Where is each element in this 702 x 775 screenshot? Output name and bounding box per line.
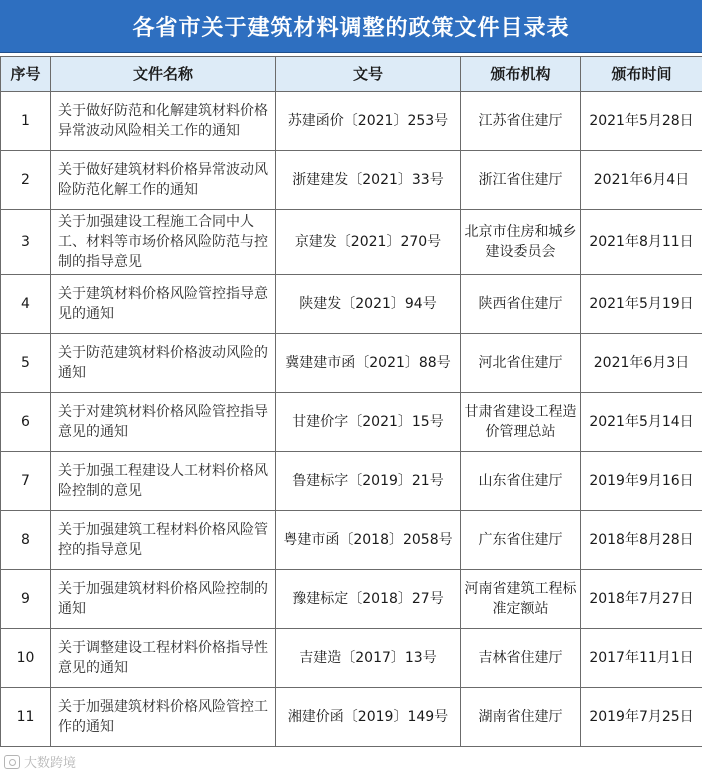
table-row — [1, 570, 702, 629]
cell-doc-no: 粤建市函〔2018〕2058号 — [276, 511, 461, 570]
cell-name: 关于加强建筑材料价格风险管控工作的通知 — [51, 688, 276, 747]
cell-name: 关于加强建筑材料价格风险控制的通知 — [51, 570, 276, 629]
cell-date: 2021年5月14日 — [581, 393, 702, 452]
cell-doc-no: 湘建价函〔2019〕149号 — [276, 688, 461, 747]
table-row — [1, 92, 702, 151]
cell-name: 关于加强建筑工程材料价格风险管控的指导意见 — [51, 511, 276, 570]
cell-date: 2018年7月27日 — [581, 570, 702, 629]
cell-name: 关于加强建设工程施工合同中人工、材料等市场价格风险防范与控制的指导意见 — [51, 210, 276, 275]
cell-name: 关于防范建筑材料价格波动风险的通知 — [51, 334, 276, 393]
watermark — [4, 752, 76, 771]
table-row — [1, 629, 702, 688]
cell-seq: 11 — [1, 688, 51, 747]
table-row — [1, 210, 702, 275]
cell-org: 河南省建筑工程标准定额站 — [461, 570, 581, 629]
policy-table — [0, 56, 702, 747]
table-row — [1, 334, 702, 393]
cell-org: 山东省住建厅 — [461, 452, 581, 511]
cell-seq: 7 — [1, 452, 51, 511]
cell-doc-no: 浙建建发〔2021〕33号 — [276, 151, 461, 210]
cell-doc-no: 冀建建市函〔2021〕88号 — [276, 334, 461, 393]
table-header-row — [1, 57, 702, 92]
cell-date: 2021年8月11日 — [581, 210, 702, 275]
cell-date: 2021年5月28日 — [581, 92, 702, 151]
cell-date: 2021年5月19日 — [581, 275, 702, 334]
cell-org: 浙江省住建厅 — [461, 151, 581, 210]
cell-seq: 2 — [1, 151, 51, 210]
cell-doc-no: 豫建标定〔2018〕27号 — [276, 570, 461, 629]
table-row — [1, 452, 702, 511]
cell-date: 2019年9月16日 — [581, 452, 702, 511]
cell-org: 甘肃省建设工程造价管理总站 — [461, 393, 581, 452]
cell-org: 湖南省住建厅 — [461, 688, 581, 747]
cell-date: 2017年11月1日 — [581, 629, 702, 688]
cell-seq: 8 — [1, 511, 51, 570]
cell-seq: 9 — [1, 570, 51, 629]
header-org: 颁布机构 — [461, 57, 581, 92]
page-title: 各省市关于建筑材料调整的政策文件目录表 — [0, 0, 702, 53]
table-row — [1, 688, 702, 747]
cell-org: 广东省住建厅 — [461, 511, 581, 570]
cell-doc-no: 陕建发〔2021〕94号 — [276, 275, 461, 334]
cell-date: 2019年7月25日 — [581, 688, 702, 747]
cell-org: 江苏省住建厅 — [461, 92, 581, 151]
cell-doc-no: 鲁建标字〔2019〕21号 — [276, 452, 461, 511]
table-row — [1, 393, 702, 452]
cell-doc-no: 苏建函价〔2021〕253号 — [276, 92, 461, 151]
cell-seq: 6 — [1, 393, 51, 452]
cell-doc-no: 吉建造〔2017〕13号 — [276, 629, 461, 688]
camera-icon — [4, 755, 20, 769]
cell-org: 吉林省住建厅 — [461, 629, 581, 688]
cell-date: 2021年6月4日 — [581, 151, 702, 210]
header-doc-no: 文号 — [276, 57, 461, 92]
cell-seq: 1 — [1, 92, 51, 151]
header-seq: 序号 — [1, 57, 51, 92]
cell-date: 2021年6月3日 — [581, 334, 702, 393]
cell-name: 关于建筑材料价格风险管控指导意见的通知 — [51, 275, 276, 334]
table-row — [1, 275, 702, 334]
table-row — [1, 511, 702, 570]
cell-date: 2018年8月28日 — [581, 511, 702, 570]
table-row — [1, 151, 702, 210]
cell-seq: 5 — [1, 334, 51, 393]
cell-seq: 10 — [1, 629, 51, 688]
cell-doc-no: 京建发〔2021〕270号 — [276, 210, 461, 275]
cell-name: 关于加强工程建设人工材料价格风险控制的意见 — [51, 452, 276, 511]
cell-seq: 4 — [1, 275, 51, 334]
header-name: 文件名称 — [51, 57, 276, 92]
cell-org: 河北省住建厅 — [461, 334, 581, 393]
cell-name: 关于调整建设工程材料价格指导性意见的通知 — [51, 629, 276, 688]
cell-doc-no: 甘建价字〔2021〕15号 — [276, 393, 461, 452]
watermark-text: 大数跨境 — [24, 756, 77, 771]
cell-seq: 3 — [1, 210, 51, 275]
header-date: 颁布时间 — [581, 57, 702, 92]
cell-name: 关于做好防范和化解建筑材料价格异常波动风险相关工作的通知 — [51, 92, 276, 151]
cell-org: 北京市住房和城乡建设委员会 — [461, 210, 581, 275]
cell-name: 关于对建筑材料价格风险管控指导意见的通知 — [51, 393, 276, 452]
cell-name: 关于做好建筑材料价格异常波动风险防范化解工作的通知 — [51, 151, 276, 210]
cell-org: 陕西省住建厅 — [461, 275, 581, 334]
